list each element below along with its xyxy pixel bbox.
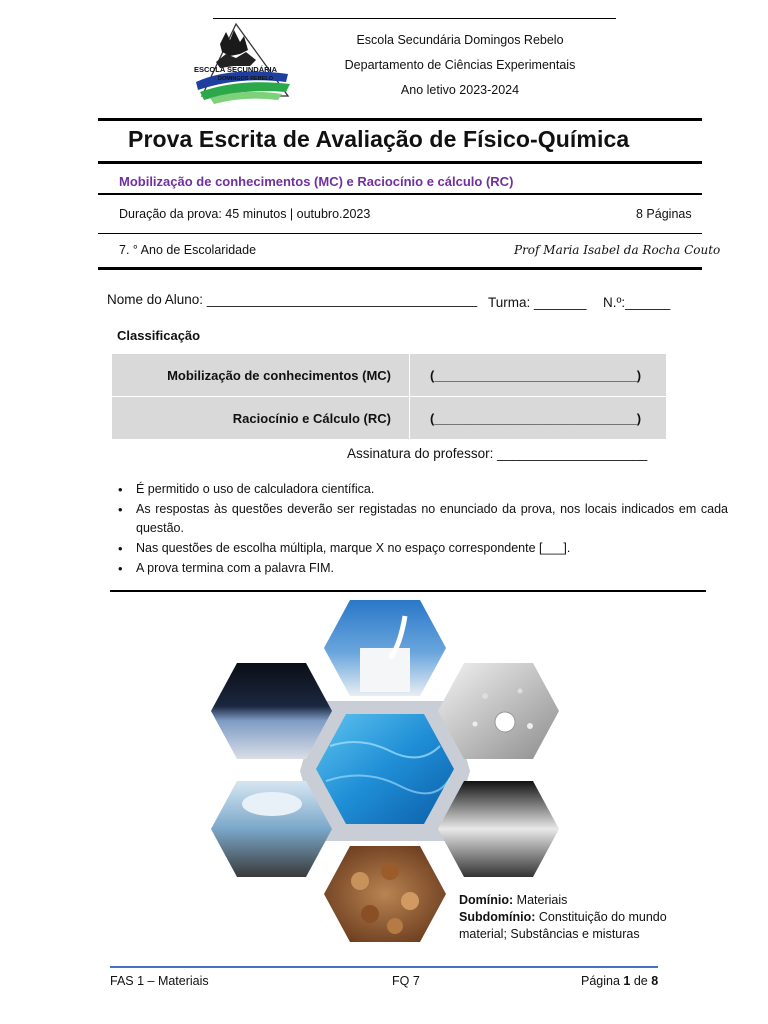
exam-grade: 7. ° Ano de Escolaridade	[119, 243, 257, 257]
exam-pages: 8 Páginas	[636, 207, 692, 221]
subdomain-line	[459, 909, 689, 943]
rc-score-field[interactable]: (____________________________)	[410, 397, 667, 440]
list-item: • É permitido o uso de calculadora científica.	[136, 480, 728, 499]
title-top-rule	[98, 118, 702, 121]
rc-label: Raciocínio e Cálculo (RC)	[112, 397, 410, 440]
list-item: • As respostas às questões deverão ser registadas no enunciado da prova, nos locais indicados em cada questão.	[136, 500, 728, 538]
logo-text-line1: ESCOLA SECUNDÁRIA	[194, 65, 278, 74]
footer-page-prefix: Página	[581, 974, 624, 988]
school-name: Escola Secundária Domingos Rebelo	[356, 33, 564, 47]
duration-rule	[98, 233, 702, 234]
rules-bottom-rule	[110, 590, 706, 592]
coins-hexagon	[324, 846, 446, 942]
footer-page-total: 8	[651, 974, 659, 988]
table-row	[112, 354, 667, 397]
list-item: • Nas questões de escolha múltipla, marque X no espaço correspondente [___].	[136, 539, 728, 558]
domain-line	[459, 892, 689, 909]
footer-page-current: 1	[623, 974, 631, 988]
professor-signature-field[interactable]: Assinatura do professor: ____________________	[347, 446, 648, 461]
exam-duration: Duração da prova: 45 minutos | outubro.2023	[119, 207, 371, 221]
mc-score-field[interactable]: (____________________________)	[410, 354, 667, 397]
domain-value: Materiais	[516, 893, 568, 907]
classification-table	[111, 353, 667, 440]
student-number-field[interactable]: N.º:______	[603, 295, 671, 310]
table-row	[112, 397, 667, 440]
subdomain-value: Constituição do mundo material; Substâncias e misturas	[459, 910, 667, 941]
exam-subtitle: Mobilização de conhecimentos (MC) e Raciocínio e cálculo (RC)	[119, 174, 514, 189]
list-item: • A prova termina com a palavra FIM.	[136, 559, 728, 578]
exam-title: Prova Escrita de Avaliação de Físico-Química	[128, 126, 630, 152]
domain-label: Domínio:	[459, 893, 514, 907]
grade-rule	[98, 267, 702, 270]
domain-block	[459, 892, 689, 943]
footer-page-number	[581, 974, 658, 988]
header-top-rule	[213, 18, 616, 19]
teacher-signature: Prof Maria Isabel da Rocha Couto	[514, 243, 721, 257]
student-name-field[interactable]: Nome do Aluno: ____________________________________	[107, 292, 478, 307]
mc-label: Mobilização de conhecimentos (MC)	[112, 354, 410, 397]
footer-left: FAS 1 – Materiais	[110, 974, 209, 988]
exam-rules-list	[118, 480, 728, 579]
classification-heading: Classificação	[117, 328, 201, 343]
title-bottom-rule	[98, 161, 702, 164]
school-year: Ano letivo 2023-2024	[400, 83, 520, 97]
footer-center: FQ 7	[392, 974, 420, 988]
school-department: Departamento de Ciências Experimentais	[344, 58, 576, 72]
subdomain-label: Subdomínio:	[459, 910, 536, 924]
footer-page-mid: de	[630, 974, 652, 988]
student-class-field[interactable]: Turma: _______	[488, 295, 587, 310]
subtitle-rule	[98, 193, 702, 195]
school-logo	[190, 22, 292, 104]
logo-text-line2: DOMINGOS REBELO	[218, 76, 274, 82]
footer-rule	[110, 966, 658, 968]
